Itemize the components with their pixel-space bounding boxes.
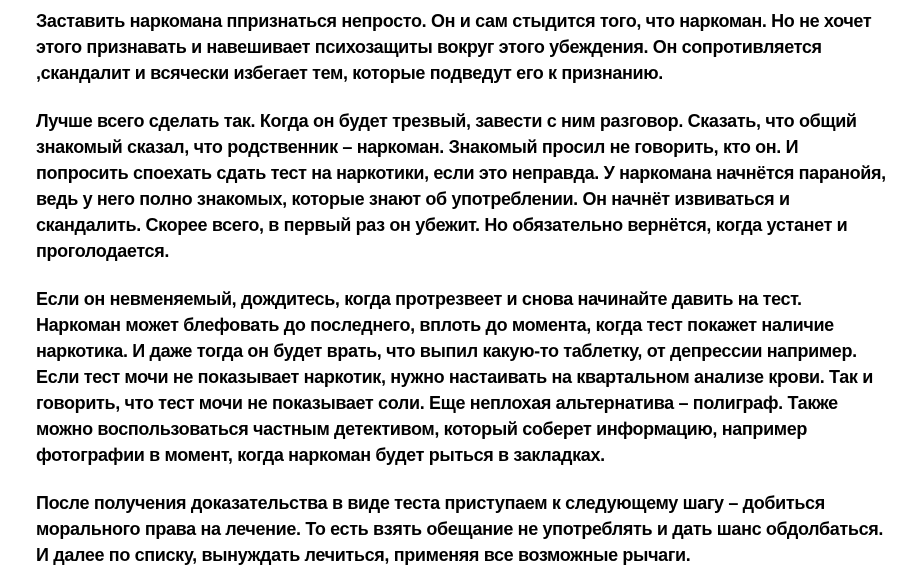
paragraph-1: Заставить наркомана ппризнаться непросто. Он и сам стыдится того, что наркоман. Но не хочет этого признавать и навешивает психозащиты вокруг этого убеждения. Он сопротивляется ,скандалит и всячески избегает тем, которые подведут его к признанию. (36, 11, 872, 83)
paragraph-4: После получения доказательства в виде теста приступаем к следующему шагу – добиться морального права на лечение. То есть взять обещание не употреблять и дать шанс обдолбаться. И далее по списку, вынуждать лечиться, применяя все возможные рычаги. (36, 493, 884, 565)
paragraph-2: Лучше всего сделать так. Когда он будет трезвый, завести с ним разговор. Сказать, что общий знакомый сказал, что родственник – наркоман. Знакомый просил не говорить, кто он. И попросить споехать сдать тест на наркотики, если это неправда. У наркомана начнётся паранойя, ведь у него полно знакомых, которые знают об употреблении. Он начнёт извиваться и скандалить. Скорее всего, в первый раз он убежит. Но обязательно вернётся, когда устанет и проголодается. (36, 111, 886, 261)
text-content (36, 8, 890, 568)
paragraph-3: Если он невменяемый, дождитесь, когда протрезвеет и снова начинайте давить на тест. Наркоман может блефовать до последнего, вплоть до момента, когда тест покажет наличие наркотика. И даже тогда он будет врать, что выпил какую-то таблетку, от депрессии например. Если тест мочи не показывает наркотик, нужно настаивать на квартальном анализе крови. Так и говорить, что тест мочи не показывает соли. Еще неплохая альтернатива – полиграф. Также можно воспользоваться частным детективом, который соберет информацию, например фотографии в момент, когда наркоман будет рыться в закладках. (36, 289, 873, 465)
